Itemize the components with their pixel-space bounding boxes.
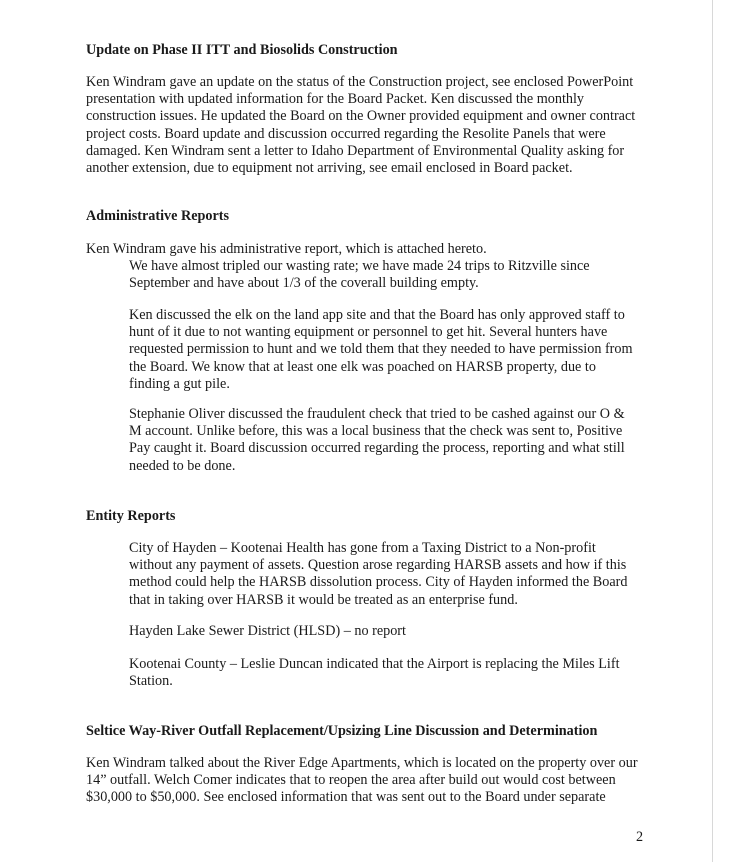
text-line: Ken Windram gave an update on the status of the Construction project, see enclosed PowerPoint — [86, 74, 634, 90]
text-line: that in taking over HARSB it would be treated as an enterprise fund. — [129, 591, 518, 608]
text-line: requested permission to hunt and we told them that they needed to have permission from — [129, 341, 633, 358]
text-line: without any payment of assets. Question arose regarding HARSB assets and how if this — [129, 557, 627, 574]
text-line: finding a gut pile. — [129, 375, 230, 392]
text-line: Kootenai County – Leslie Duncan indicated that the Airport is replacing the Miles Lift — [129, 656, 620, 672]
paragraph-entity-kootenai — [129, 656, 620, 690]
text-line: $30,000 to $50,000. See enclosed information that was sent out to the Board under separate — [86, 789, 606, 806]
paragraph-entity-hayden — [129, 540, 627, 609]
page-number: 2 — [636, 829, 644, 845]
text-line: needed to be done. — [129, 457, 236, 474]
text-line: damaged. Ken Windram sent a letter to Idaho Department of Environmental Quality asking for — [86, 142, 625, 159]
paragraph-admin-elk — [129, 307, 633, 393]
text-line: Hayden Lake Sewer District (HLSD) – no report — [129, 623, 406, 639]
text-line: City of Hayden – Kootenai Health has gone from a Taxing District to a Non-profit — [129, 540, 596, 556]
paragraph-admin-wasting — [129, 258, 590, 292]
section-heading-phase2: Update on Phase II ITT and Biosolids Construction — [86, 42, 398, 58]
text-line: Stephanie Oliver discussed the fraudulent check that tried to be cashed against our O & — [129, 406, 625, 422]
text-line: 14” outfall. Welch Comer indicates that to reopen the area after build out would cost between — [86, 772, 616, 789]
text-line: Station. — [129, 673, 173, 690]
paragraph-phase2 — [86, 74, 635, 177]
section-heading-admin: Administrative Reports — [86, 208, 230, 224]
text-line: the Board. We know that at least one elk was poached on HARSB property, due to — [129, 358, 596, 375]
text-line: presentation with updated information for the Board Packet. Ken discussed the monthly — [86, 91, 585, 108]
text-line: project costs. Board update and discussion occurred regarding the Resolite Panels that were — [86, 125, 606, 142]
section-heading-seltice: Seltice Way-River Outfall Replacement/Upsizing Line Discussion and Determination — [86, 723, 598, 739]
text-line: Ken discussed the elk on the land app site and that the Board has only approved staff to — [129, 307, 625, 323]
page-edge-divider — [712, 0, 713, 862]
paragraph-seltice — [86, 755, 638, 807]
text-line: Ken Windram talked about the River Edge Apartments, which is located on the property over our — [86, 755, 638, 771]
paragraph-entity-hlsd — [129, 623, 406, 640]
paragraph-admin-intro: Ken Windram gave his administrative report, which is attached hereto. — [86, 241, 487, 257]
text-line: We have almost tripled our wasting rate; we have made 24 trips to Ritzville since — [129, 258, 590, 274]
paragraph-admin-check — [129, 406, 625, 475]
section-heading-entity: Entity Reports — [86, 508, 176, 524]
text-line: Pay caught it. Board discussion occurred regarding the process, reporting and what still — [129, 440, 625, 457]
text-line: hunt of it due to not wanting equipment or personnel to get hit. Several hunters have — [129, 324, 608, 341]
text-line: construction issues. He updated the Board on the Owner provided equipment and owner contract — [86, 108, 636, 125]
text-line: another extension, due to equipment not arriving, see email enclosed in Board packet. — [86, 160, 573, 177]
text-line: method could help the HARSB dissolution process. City of Hayden informed the Board — [129, 574, 628, 591]
text-line: M account. Unlike before, this was a local business that the check was sent to, Positive — [129, 423, 623, 440]
text-line: September and have about 1/3 of the coverall building empty. — [129, 275, 479, 292]
